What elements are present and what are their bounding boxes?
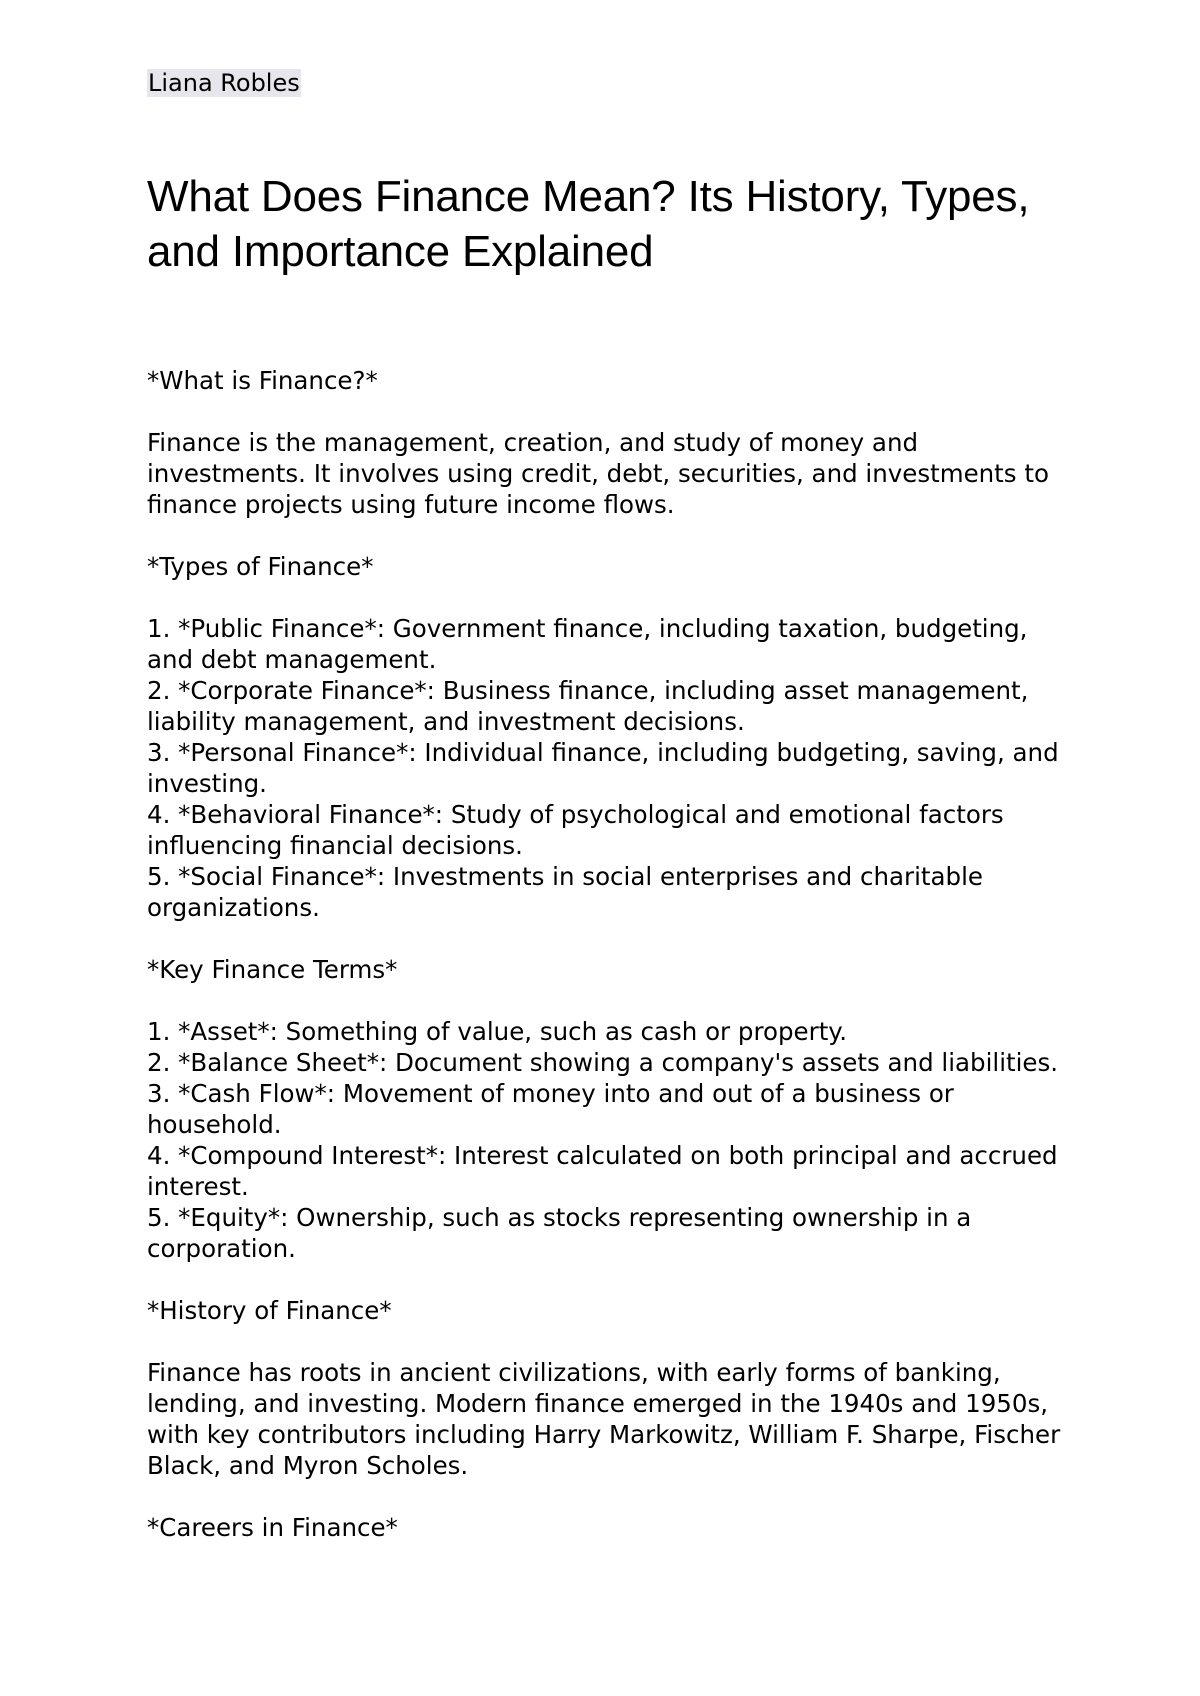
list-item: 2. *Balance Sheet*: Document showing a company's assets and liabilities.: [147, 1048, 1059, 1077]
types-of-finance-list: [147, 613, 1067, 923]
paragraph-spacer: [147, 985, 1067, 1016]
list-item: 2. *Corporate Finance*: Business finance, including asset management, liability management, and investment decisions.: [147, 676, 1029, 736]
list-item: 4. *Compound Interest*: Interest calculated on both principal and accrued interest.: [147, 1141, 1058, 1201]
paragraph-spacer: [147, 582, 1067, 613]
list-item: 5. *Social Finance*: Investments in social enterprises and charitable organizations.: [147, 862, 983, 922]
list-item: 3. *Cash Flow*: Movement of money into and out of a business or household.: [147, 1079, 954, 1139]
paragraph-spacer: [147, 923, 1067, 954]
paragraph-spacer: [147, 520, 1067, 551]
paragraph-spacer: [147, 396, 1067, 427]
heading-history-of-finance: *History of Finance*: [147, 1296, 392, 1325]
list-item: 4. *Behavioral Finance*: Study of psychological and emotional factors influencing financial decisions.: [147, 800, 1004, 860]
heading-what-is-finance: *What is Finance?*: [147, 366, 378, 395]
paragraph-spacer: [147, 1326, 1067, 1357]
paragraph-spacer: [147, 1264, 1067, 1295]
heading-careers-in-finance: *Careers in Finance*: [147, 1513, 398, 1542]
author-name[interactable]: Liana Robles: [148, 69, 300, 97]
paragraph-spacer: [147, 1481, 1067, 1512]
list-item: 1. *Public Finance*: Government finance, including taxation, budgeting, and debt management.: [147, 614, 1028, 674]
heading-key-finance-terms: *Key Finance Terms*: [147, 955, 398, 984]
key-finance-terms-list: [147, 1016, 1067, 1264]
list-item: 1. *Asset*: Something of value, such as cash or property.: [147, 1017, 848, 1046]
paragraph-history-of-finance: Finance has roots in ancient civilizations, with early forms of banking, lending, and investing. Modern finance emerged in the 1940s and 1950s, with key contributors including Harry Markowitz, William F. Sharpe, Fischer Black, and Myron Scholes.: [147, 1358, 1061, 1480]
list-item: 5. *Equity*: Ownership, such as stocks representing ownership in a corporation.: [147, 1203, 972, 1263]
list-item: 3. *Personal Finance*: Individual finance, including budgeting, saving, and investing.: [147, 738, 1059, 798]
document-page: [147, 64, 1067, 1543]
heading-types-of-finance: *Types of Finance*: [147, 552, 374, 581]
document-title: What Does Finance Mean? Its History, Types, and Importance Explained: [147, 172, 1030, 276]
paragraph-what-is-finance: Finance is the management, creation, and study of money and investments. It involves using credit, debt, securities, and investments to finance projects using future income flows.: [147, 428, 1049, 519]
